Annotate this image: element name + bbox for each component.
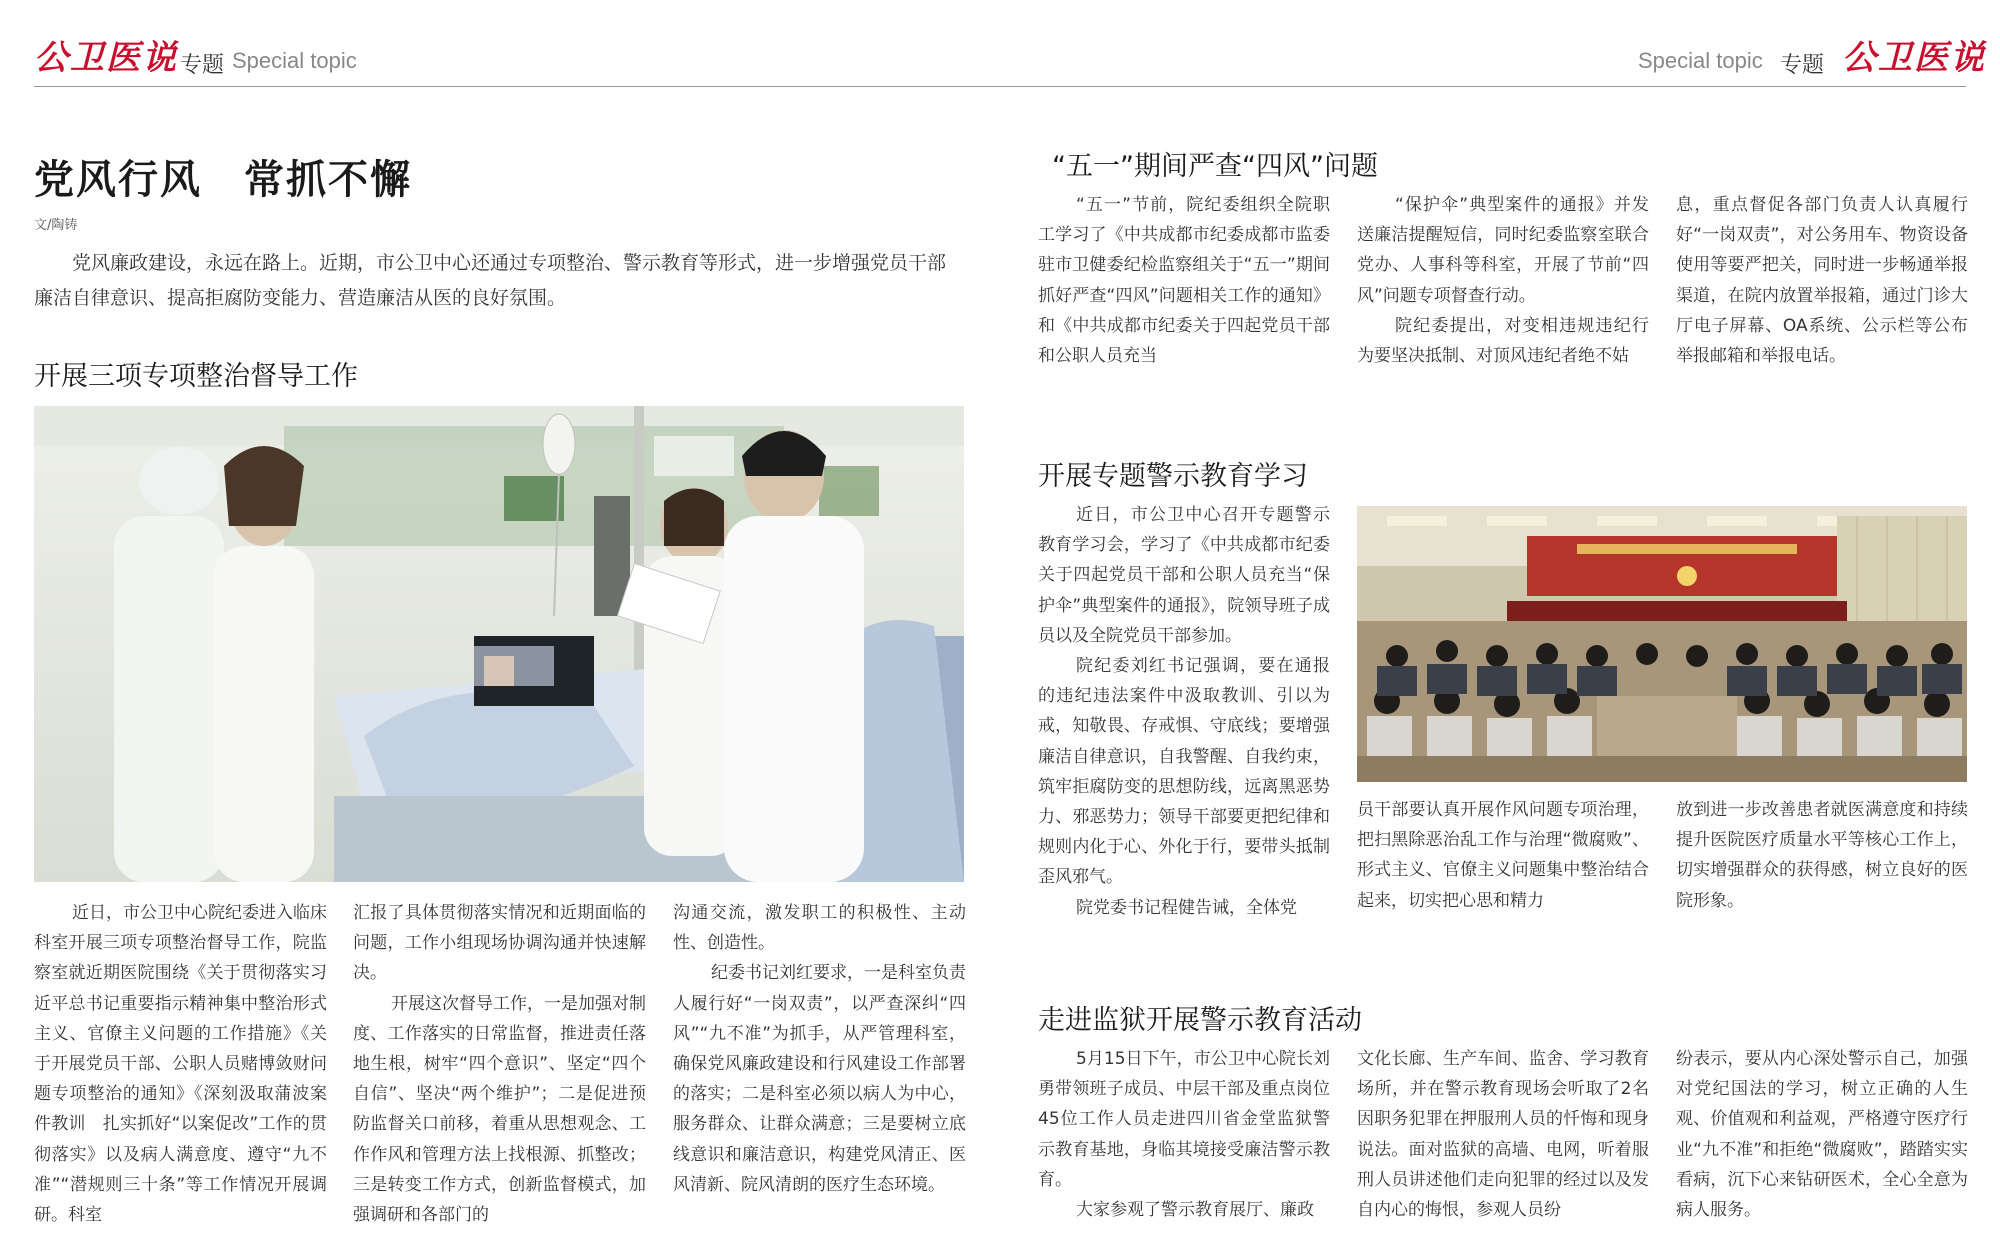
section-1-paragraph: 汇报了具体贯彻落实情况和近期面临的问题，工作小组现场协调沟通并快速解决。 (353, 903, 646, 984)
brand-logo-right: 公卫医说 (1842, 38, 1986, 78)
article-title: 党风行风 常抓不懈 (34, 157, 412, 203)
section-1-heading: 开展三项专项整治督导工作 (34, 361, 358, 392)
section-1-column-1 (34, 898, 327, 1230)
section-2-paragraph: 院纪委提出，对变相违规违纪行为要坚决抵制、对顶风违纪者绝不姑 (1357, 315, 1649, 367)
section-1-paragraph: 沟通交流，激发职工的积极性、主动性、创造性。 (673, 903, 966, 954)
section-1-paragraph: 开展这次督导工作，一是加强对制度、工作落实的日常监督，推进责任落地生根，树牢“四个意识”、坚定“四个自信”、坚决“两个维护”；二是促进预防监督关口前移，着重从思想观念、工作作风和管理方法上找根源、抓整改；三是转变工作方式，创新监督模式，加强调研和各部门的 (353, 993, 646, 1226)
section-3-column-2 (1357, 795, 1649, 916)
section-label-zh-right: 专题 (1780, 53, 1825, 78)
section-3-column-1 (1038, 500, 1330, 923)
lead-paragraph: 党风廉政建设，永远在路上。近期，市公卫中心还通过专项整治、警示教育等形式，进一步增强党员干部廉洁自律意识、提高拒腐防变能力、营造廉洁从医的良好氛围。 (34, 252, 947, 309)
section-4-paragraph: 纷表示，要从内心深处警示自己，加强对党纪国法的学习，树立正确的人生观、价值观和利益观，严格遵守医疗行业“九不准”和拒绝“微腐败”，踏踏实实看病，沉下心来钻研医术，全心全意为病人服务。 (1676, 1049, 1968, 1221)
section-4-paragraph: 大家参观了警示教育展厅、廉政 (1076, 1200, 1314, 1221)
section-label-en-right: Special topic (1638, 48, 1763, 73)
section-1-paragraph: 近日，市公卫中心院纪委进入临床科室开展三项专项整治督导工作，院监察室就近期医院围绕《关于贯彻落实习近平总书记重要指示精神集中整治形式主义、官僚主义问题的工作措施》《关于开展党员干部、公职人员赌博敛财问题专项整治的通知》《深刻汲取蒲波案件教训 扎实抓好“以案促改”工作的贯彻落实》以及病人满意度、遵守“九不准”“潜规则三十条”等工作情况开展调研。科室 (34, 903, 327, 1226)
section-4-column-3 (1676, 1044, 1968, 1225)
section-3-paragraph: 近日，市公卫中心召开专题警示教育学习会，学习了《中共成都市纪委关于四起党员干部和公职人员充当“保护伞”典型案件的通报》，院领导班子成员以及全院党员干部参加。 (1038, 505, 1330, 646)
section-1-column-2 (353, 898, 646, 1230)
section-2-column-3 (1676, 190, 1968, 371)
brand-logo-left: 公卫医说 (34, 38, 178, 78)
section-2-paragraph: 息，重点督促各部门负责人认真履行好“一岗双责”，对公务用车、物资设备使用等要严把关，同时进一步畅通举报渠道，在院内放置举报箱，通过门诊大厅电子屏幕、OA系统、公示栏等公布举报邮箱和举报电话。 (1676, 195, 1968, 367)
section-4-paragraph: 文化长廊、生产车间、监舍、学习教育场所，并在警示教育现场会听取了2名因职务犯罪在押服刑人员的忏悔和现身说法。面对监狱的高墙、电网，听着服刑人员讲述他们走向犯罪的经过以及发自内心的悔恨，参观人员纷 (1357, 1049, 1649, 1221)
section-4-paragraph: 5月15日下午，市公卫中心院长刘勇带领班子成员、中层干部及重点岗位45位工作人员走进四川省金堂监狱警示教育基地，身临其境接受廉洁警示教育。 (1038, 1049, 1330, 1190)
section-4-column-1 (1038, 1044, 1330, 1225)
section-1-paragraph: 纪委书记刘红要求，一是科室负责人履行好“一岗双责”，以严查深纠“四风”“九不准”为抓手，从严管理科室，确保党风廉政建设和行风建设工作部署的落实；二是科室必须以病人为中心，服务群众、让群众满意；三是要树立底线意识和廉洁意识，构建党风清正、医风清新、院风清朗的医疗生态环境。 (673, 963, 966, 1195)
section-2-paragraph: “保护伞”典型案件的通报》并发送廉洁提醒短信，同时纪委监察室联合党办、人事科等科室，开展了节前“四风”问题专项督查行动。 (1357, 195, 1649, 306)
meeting-hall-photo (1357, 506, 1967, 782)
section-3-paragraph: 院党委书记程健告诫，全体党 (1076, 897, 1297, 918)
section-3-paragraph: 院纪委刘红书记强调，要在通报的违纪违法案件中汲取教训、引以为戒，知敬畏、存戒惧、守底线；要增强廉洁自律意识，自我警醒、自我约束，筑牢拒腐防变的思想防线，远离黑恶势力、邪恶势力；领导干部要更把纪律和规则内化于心、外化于行，要带头抵制歪风邪气。 (1038, 656, 1330, 888)
section-3-column-3 (1676, 795, 1968, 916)
byline: 文/陶铸 (34, 218, 78, 233)
section-2-column-2 (1357, 190, 1649, 371)
section-3-heading: 开展专题警示教育学习 (1038, 461, 1308, 492)
section-2-heading: “五一”期间严查“四风”问题 (1052, 151, 1378, 182)
section-3-paragraph: 员干部要认真开展作风问题专项治理，把扫黑除恶治乱工作与治理“微腐败”、形式主义、官僚主义问题集中整治结合起来，切实把心思和精力 (1357, 800, 1649, 911)
section-label-zh-left: 专题 (180, 53, 225, 78)
section-1-column-3 (673, 898, 966, 1200)
section-3-paragraph: 放到进一步改善患者就医满意度和持续提升医院医疗质量水平等核心工作上，切实增强群众的获得感，树立良好的医院形象。 (1676, 800, 1968, 911)
section-4-column-2 (1357, 1044, 1649, 1225)
section-label-en-left: Special topic (232, 48, 357, 73)
ward-inspection-photo (34, 406, 964, 882)
section-2-paragraph: “五一”节前，院纪委组织全院职工学习了《中共成都市纪委成都市监委驻市卫健委纪检监察组关于“五一”期间抓好严查“四风”问题相关工作的通知》和《中共成都市纪委关于四起党员干部和公职人员充当 (1038, 195, 1330, 367)
section-4-heading: 走进监狱开展警示教育活动 (1038, 1005, 1362, 1036)
section-2-column-1 (1038, 190, 1330, 371)
header-rule (34, 86, 1966, 87)
